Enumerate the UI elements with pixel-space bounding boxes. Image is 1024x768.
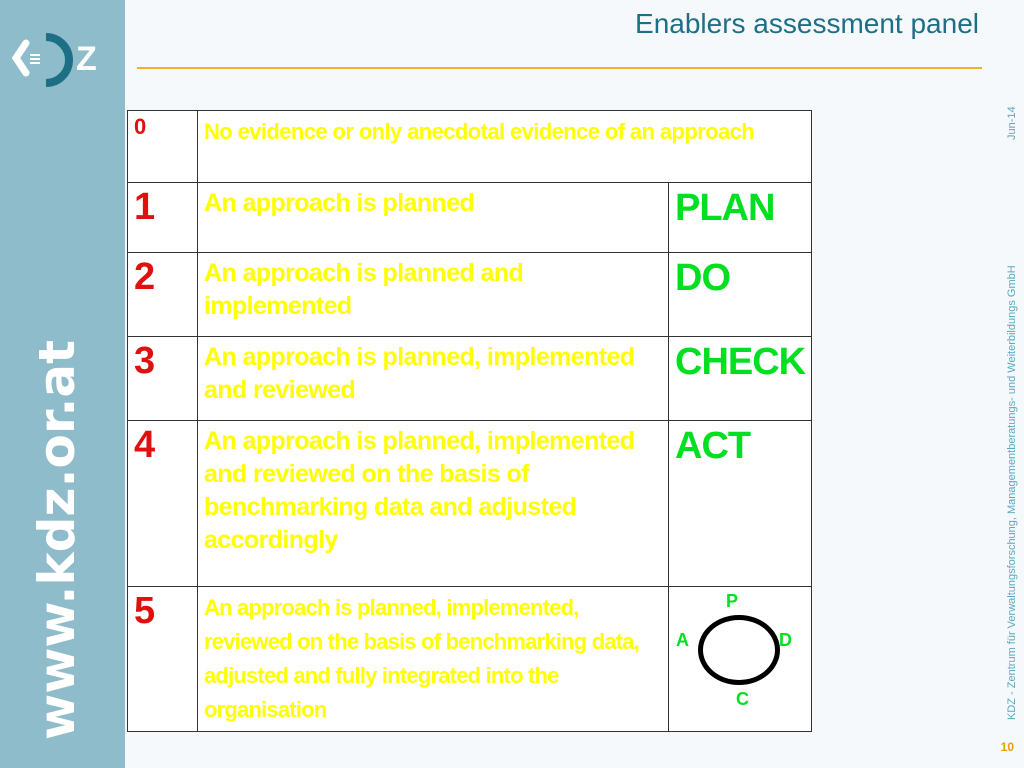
- table-row: [128, 421, 812, 587]
- description-cell: An approach is planned, implemented and reviewed: [198, 337, 669, 421]
- score-cell: 2: [128, 253, 198, 337]
- table-row: [128, 337, 812, 421]
- sidebar: [0, 0, 125, 768]
- description-cell: An approach is planned and implemented: [198, 253, 669, 337]
- description-cell: An approach is planned, implemented, reviewed on the basis of benchmarking data, adjusted and fully integrated into the organisation: [198, 587, 669, 732]
- pdca-c-label: C: [736, 689, 749, 709]
- table-row: [128, 183, 812, 253]
- organisation-label: KDZ - Zentrum für Verwaltungsforschung, Managementberatungs- und Weiterbildungs GmbH: [1006, 265, 1018, 720]
- phase-cell: DO: [669, 253, 812, 337]
- page-title: Enablers assessment panel: [635, 8, 979, 39]
- date-label: Jun-14: [1006, 106, 1018, 140]
- phase-cell: PLAN: [669, 183, 812, 253]
- description-cell: No evidence or only anecdotal evidence of an approach: [198, 111, 812, 183]
- pdca-a-label: A: [676, 630, 689, 650]
- score-cell: 1: [128, 183, 198, 253]
- score-cell: 4: [128, 421, 198, 587]
- description-cell: An approach is planned, implemented and reviewed on the basis of benchmarking data and adjusted accordingly: [198, 421, 669, 587]
- pdca-cycle: [669, 587, 812, 732]
- score-cell: 0: [128, 111, 198, 183]
- website-url[interactable]: www.kdz.or.at: [28, 339, 86, 740]
- description-cell: An approach is planned: [198, 183, 669, 253]
- pdca-d-label: D: [779, 630, 792, 650]
- logo-letter: Z: [76, 40, 97, 78]
- assessment-table: [127, 110, 812, 732]
- page-number: 10: [1000, 740, 1014, 754]
- phase-cell: CHECK: [669, 337, 812, 421]
- phase-cell: ACT: [669, 421, 812, 587]
- score-cell: 3: [128, 337, 198, 421]
- pdca-p-label: P: [726, 591, 739, 611]
- table-row: [128, 587, 812, 732]
- cycle-circle-icon: [698, 615, 780, 685]
- table-row: [128, 253, 812, 337]
- score-cell: 5: [128, 587, 198, 732]
- title-divider: [137, 67, 982, 69]
- kdz-logo-icon: [8, 25, 108, 95]
- table-row: [128, 111, 812, 183]
